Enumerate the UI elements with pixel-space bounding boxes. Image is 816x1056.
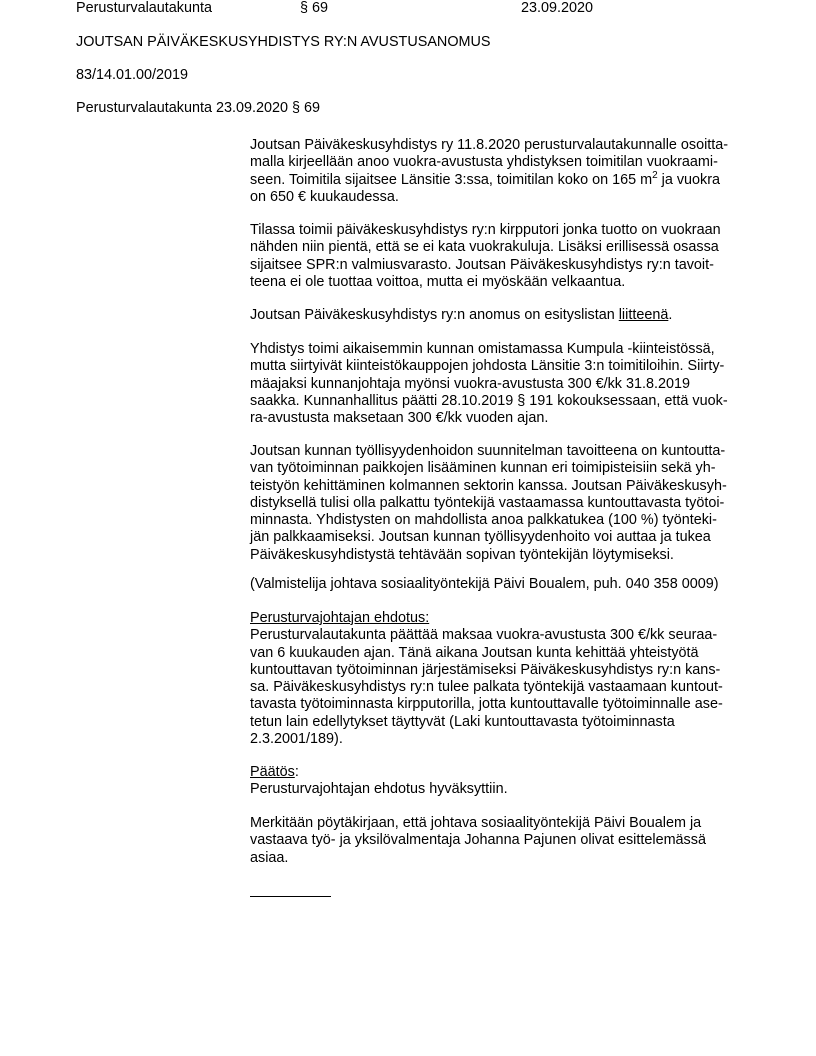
line: teena ei ole tuottaa voittoa, mutta ei myöskään velkaantua. <box>250 273 626 290</box>
header-section: § 69 <box>300 0 329 16</box>
preparer-note <box>250 576 719 593</box>
line: distyksellä tulisi olla palkattu työntekijä vastaamassa kuntouttavasta työtoi- <box>250 494 725 511</box>
record-number: 83/14.01.00/2019 <box>76 67 189 83</box>
line: Yhdistys toimi aikaisemmin kunnan omistamassa Kumpula -kiinteistössä, <box>250 341 715 357</box>
line: vastaava työ- ja yksilövalmentaja Johanna Pajunen olivat esittelemässä <box>250 832 706 849</box>
line: Tilassa toimii päiväkeskusyhdistys ry:n kirpputori jonka tuotto on vuokraan <box>250 222 721 238</box>
proposal-section <box>250 610 723 748</box>
paragraph-history <box>250 341 728 427</box>
line: Päiväkeskusyhdistystä tehtävään sopivan työntekijän löytymiseksi. <box>250 546 674 563</box>
line: Joutsan kunnan työllisyydenhoidon suunnitelman tavoitteena on kuntoutta- <box>250 443 726 459</box>
text: . <box>668 307 673 323</box>
decision-text: Perusturvajohtajan ehdotus hyväksyttiin. <box>250 781 508 798</box>
line: van 6 kuukauden ajan. Tänä aikana Joutsan kunta kehittää yhteistyötä <box>250 644 699 661</box>
line: mäajaksi kunnanjohtaja myönsi vuokra-avustusta 300 €/kk 31.8.2019 <box>250 375 690 392</box>
paragraph-employment <box>250 443 727 564</box>
text: Joutsan Päiväkeskusyhdistys ry:n anomus on esityslistan <box>250 307 619 323</box>
line: teistyön kehittäminen kolmannen sektorin kanssa. Joutsan Päiväkeskusyh- <box>250 477 727 494</box>
header-committee: Perusturvalautakunta <box>76 0 212 16</box>
line: Joutsan Päiväkeskusyhdistys ry 11.8.2020 perusturvalautakunnalle osoitta- <box>250 137 729 153</box>
paragraph-premises <box>250 222 721 291</box>
line: Merkitään pöytäkirjaan, että johtava sosiaalityöntekijä Päivi Boualem ja <box>250 815 702 831</box>
line: minnasta. Yhdistysten on mahdollista anoa palkkatukea (100 %) työnteki- <box>250 512 717 529</box>
line: tavasta työtoiminnasta kirpputorilla, jotta kuntouttavalle työtoiminnalle ase- <box>250 696 723 713</box>
line: saakka. Kunnanhallitus päätti 28.10.2019 § 191 kokouksessaan, että vuok- <box>250 392 728 409</box>
line: Perusturvalautakunta päättää maksaa vuokra-avustusta 300 €/kk seuraa- <box>250 627 718 644</box>
proposal-heading: Perusturvajohtajan ehdotus: <box>250 610 430 626</box>
line: tetun lain edellytykset täyttyvät (Laki kuntouttavasta työtoiminnasta <box>250 713 675 730</box>
line: kuntouttavan työtoiminnan järjestämiseksi Päiväkeskusyhdistys ry:n kans- <box>250 661 721 678</box>
line: mutta siirtyivät kiinteistökauppojen johdosta Länsitie 3:n toimitiloihin. Siirty- <box>250 358 725 375</box>
line: sijaitsee SPR:n valmiusvarasto. Joutsan Päiväkeskusyhdistys ry:n tavoit- <box>250 256 714 273</box>
attachment-link[interactable]: liitteenä <box>618 307 669 323</box>
header-date: 23.09.2020 <box>521 0 594 16</box>
line: (Valmistelija johtava sosiaalityöntekijä Päivi Boualem, puh. 040 358 0009) <box>250 576 719 592</box>
paragraph-attachment <box>250 307 672 324</box>
heading-text: Päätös <box>250 764 295 780</box>
line: asiaa. <box>250 849 289 866</box>
text: ja vuokra <box>657 171 721 188</box>
line <box>250 307 672 324</box>
end-divider <box>250 896 331 897</box>
line: malla kirjeellään anoo vuokra-avustusta yhdistyksen toimitilan vuokraami- <box>250 154 718 171</box>
text: seen. Toimitila sijaitsee Länsitie 3:ssa, toimitilan koko on 165 m <box>250 171 653 188</box>
line: sa. Päiväkeskusyhdistys ry:n tulee palkata työntekijä vastaamaan kuntout- <box>250 679 723 696</box>
document-title: JOUTSAN PÄIVÄKESKUSYHDISTYS RY:N AVUSTUSANOMUS <box>76 34 491 50</box>
line: 2.3.2001/189). <box>250 731 343 748</box>
line <box>250 169 728 189</box>
meeting-reference: Perusturvalautakunta 23.09.2020 § 69 <box>76 100 321 116</box>
paragraph-application <box>250 137 728 206</box>
line: jän palkkaamiseksi. Joutsan kunnan työllisyydenhoito voi auttaa ja tukea <box>250 529 711 546</box>
decision-heading <box>250 764 508 781</box>
minutes-note <box>250 815 706 867</box>
line: on 650 € kuukaudessa. <box>250 188 399 205</box>
line: ra-avustusta maksetaan 300 €/kk vuoden ajan. <box>250 410 549 427</box>
superscript: 2 <box>652 169 658 181</box>
decision-section <box>250 764 508 799</box>
line: van työtoiminnan paikkojen lisääminen kunnan eri toimipisteisiin sekä yh- <box>250 460 716 477</box>
line: nähden niin pientä, että se ei kata vuokrakuluja. Lisäksi erillisessä osassa <box>250 239 719 256</box>
colon: : <box>294 764 299 780</box>
